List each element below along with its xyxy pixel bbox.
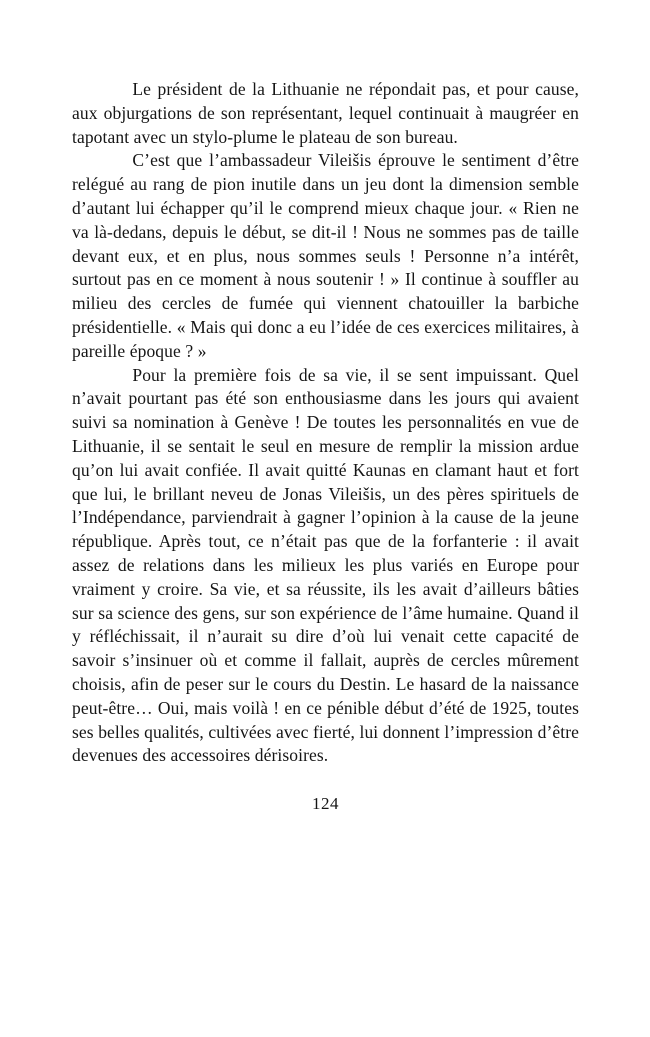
paragraph: C’est que l’ambassadeur Vileišis éprouve le sentiment d’être relégué au rang de pion inutile dans un jeu dont la dimension semble d’autant lui échapper qu’il le comprend mieux chaque jour. « Rien ne va là-dedans, depuis le début, se dit-il ! Nous ne sommes pas de taille devant eux, et en plus, nous sommes seuls ! Personne n’a intérêt, surtout pas en ce moment à nous soutenir ! » Il continue à souffler au milieu des cercles de fumée qui viennent chatouiller la barbiche présidentielle. « Mais qui donc a eu l’idée de ces exercices militaires, à pareille époque ? » (72, 150, 579, 361)
paragraph: Le président de la Lithuanie ne répondait pas, et pour cause, aux objurgations de son représentant, lequel continuait à maugréer en tapotant avec un stylo-plume le plateau de son bureau. (72, 79, 579, 147)
page-number: 124 (312, 794, 339, 814)
paragraph: Pour la première fois de sa vie, il se sent impuissant. Quel n’avait pourtant pas été son enthousiasme dans les jours qui avaient suivi sa nomination à Genève ! De toutes les personnalités en vue de Lithuanie, il se sentait le seul en mesure de remplir la mission ardue qu’on lui avait confiée. Il avait quitté Kaunas en clamant haut et fort que lui, le brillant neveu de Jonas Vileišis, un des pères spirituels de l’Indépendance, parviendrait à gagner l’opinion à la cause de la jeune république. Après tout, ce n’était pas que de la forfanterie : il avait assez de relations dans les milieux les plus variés en Europe pour vraiment y croire. Sa vie, et sa réussite, ils les avait d’ailleurs bâties sur sa science des gens, sur son expérience de l’âme humaine. Quand il y réfléchissait, il n’aurait su dire d’où lui venait cette capacité de savoir s’insinuer où et comme il fallait, auprès de cercles mûrement choisis, afin de peser sur le cours du Destin. Le hasard de la naissance peut-être… Oui, mais voilà ! en ce pénible début d’été de 1925, toutes ses belles qualités, cultivées avec fierté, lui donnent l’impression d’être devenues des accessoires dérisoires. (72, 364, 579, 766)
text-block (72, 78, 579, 768)
